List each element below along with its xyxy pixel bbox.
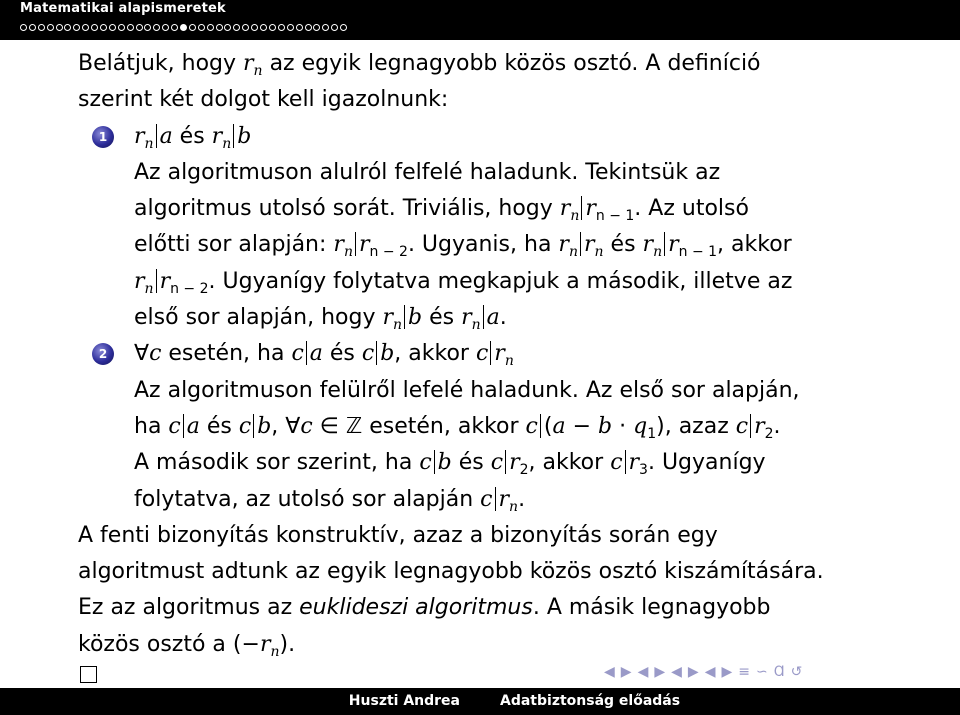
nav-symbol-icon[interactable]: ◀ (704, 664, 716, 680)
nav-symbol-icon[interactable]: ∽ (755, 664, 768, 680)
nav-dot[interactable] (224, 24, 231, 31)
nav-symbol-icon[interactable]: ◀ (604, 664, 615, 680)
nav-dot[interactable] (331, 24, 338, 31)
nav-dot[interactable] (278, 24, 285, 31)
nav-dot[interactable] (269, 24, 276, 31)
nav-dot[interactable] (109, 24, 116, 31)
emphasis-text: euklideszi algoritmus (299, 595, 533, 621)
nav-symbol-icon[interactable]: ↺ (790, 664, 803, 680)
nav-dot[interactable] (207, 24, 214, 31)
nav-symbol-icon[interactable]: Ɑ (773, 664, 785, 680)
footer-course: Adatbiztonság előadás (480, 688, 960, 715)
text-line: Belátjuk, hogy $r_n$ az egyik legnagyobb közös osztó. A definíció (78, 51, 761, 79)
enum-ball-icon: 2 (92, 343, 114, 365)
nav-dot[interactable] (82, 24, 89, 31)
nav-symbol-icon[interactable]: ▶ (654, 664, 666, 680)
text-line: közös osztó a $(-r_n)$. (78, 631, 296, 660)
nav-dot[interactable] (313, 24, 320, 31)
nav-dot[interactable] (118, 24, 125, 31)
nav-dot[interactable] (340, 24, 347, 31)
text-line: Ez az algoritmus az euklideszi algoritmus. A másik legnagyobb (78, 595, 771, 621)
text-line: $r_n$ $r_{n - 2}$. Ugyanígy folytatva megkapjuk a második, illetve az (134, 268, 793, 297)
nav-dot[interactable] (38, 24, 45, 31)
nav-dot[interactable] (64, 24, 71, 31)
footer-author: Huszti Andrea (0, 688, 480, 715)
nav-dot[interactable] (144, 24, 151, 31)
nav-dot[interactable] (29, 24, 36, 31)
nav-dot[interactable] (287, 24, 294, 31)
nav-dot[interactable] (322, 24, 329, 31)
text-line: ha c a és c b, ∀c ∈ ℤ esetén, akkor c $(a - b \cdot q_1)$, azaz c $r_2$. (134, 413, 781, 442)
nav-dot[interactable] (47, 24, 54, 31)
slide-content (78, 46, 938, 663)
nav-dot[interactable] (100, 24, 107, 31)
nav-dot[interactable] (198, 24, 205, 31)
nav-dot[interactable] (242, 24, 249, 31)
nav-dot[interactable] (251, 24, 258, 31)
nav-symbol-icon[interactable]: ▶ (721, 664, 733, 680)
qed-square-icon (80, 666, 97, 683)
footer-bar (0, 688, 960, 715)
text-line: algoritmust adtunk az egyik legnagyobb közös osztó kiszámítására. (78, 559, 824, 585)
enum-ball-icon: 1 (92, 126, 114, 148)
nav-dot[interactable] (260, 24, 267, 31)
nav-symbol-icon[interactable]: ◀ (637, 664, 649, 680)
header-bar (0, 0, 960, 40)
nav-dot[interactable] (91, 24, 98, 31)
beamer-nav-symbols[interactable] (604, 662, 802, 682)
nav-dot[interactable] (127, 24, 134, 31)
nav-dot[interactable] (296, 24, 303, 31)
text-line: Az algoritmuson felülről lefelé haladunk. Az első sor alapján, (134, 377, 800, 403)
enum-item-2: 2 ∀c esetén, ha c a és c b, akkor c $r_n$ (78, 336, 938, 372)
nav-dot[interactable] (216, 24, 223, 31)
text-line: szerint két dolgot kell igazolnunk: (78, 87, 449, 113)
enum-item-1: 1 $r_n$ a és $r_n$ b (78, 119, 938, 155)
text-line: folytatva, az utolsó sor alapján c $r_n$. (134, 486, 526, 515)
nav-dot[interactable] (73, 24, 80, 31)
nav-dot[interactable] (153, 24, 160, 31)
nav-symbol-icon[interactable]: ▶ (620, 664, 632, 680)
nav-symbol-icon[interactable]: ▶ (687, 664, 699, 680)
slide-nav-dots[interactable] (20, 21, 349, 33)
nav-dot[interactable] (162, 24, 169, 31)
nav-dot[interactable] (56, 24, 63, 31)
nav-symbol-icon[interactable]: ≡ (738, 664, 750, 680)
nav-dot[interactable] (20, 24, 27, 31)
nav-dot[interactable] (171, 24, 178, 31)
text-line: algoritmus utolsó sorát. Triviális, hogy $r_n$ $r_{n - 1}$. Az utolsó (134, 196, 749, 225)
text-line: Az algoritmuson alulról felfelé haladunk. Tekintsük az (134, 159, 721, 185)
text-line: első sor alapján, hogy $r_n$ b és $r_n$ a. (134, 305, 507, 334)
section-title: Matematikai alapismeretek (20, 1, 226, 16)
text-line: A fenti bizonyítás konstruktív, azaz a bizonyítás során egy (78, 522, 718, 548)
text-line: előtti sor alapján: $r_n$ $r_{n - 2}$. Ugyanis, ha $r_n$ $r_n$ és $r_n$ $r_{n - 1}$, akkor (134, 232, 792, 261)
nav-dot[interactable] (189, 24, 196, 31)
nav-dot[interactable] (136, 24, 143, 31)
nav-dot[interactable] (305, 24, 312, 31)
nav-dot[interactable] (233, 24, 240, 31)
nav-dot[interactable] (180, 24, 187, 31)
text-line: A második sor szerint, ha c b és c $r_2$, akkor c $r_3$. Ugyanígy (134, 450, 766, 479)
nav-symbol-icon[interactable]: ◀ (671, 664, 682, 680)
